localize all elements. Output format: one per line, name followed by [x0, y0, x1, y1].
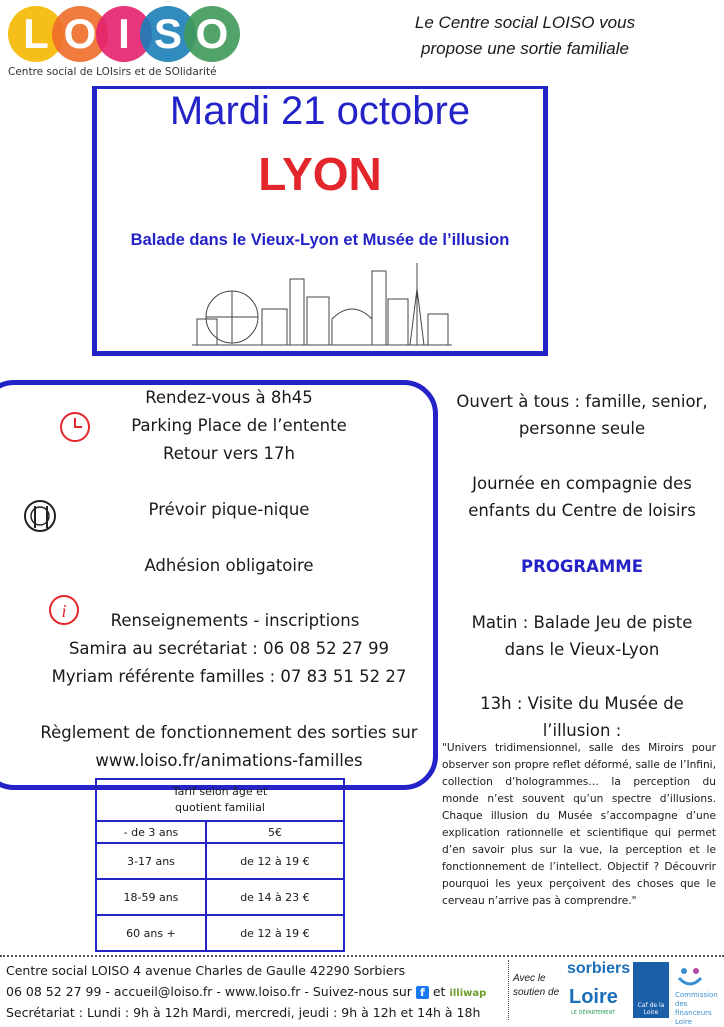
afternoon-program — [440, 690, 724, 744]
audience-line: personne seule — [518, 419, 646, 438]
loire-logo: Loire — [569, 986, 618, 1008]
sorbiers-logo: sorbiers — [567, 960, 631, 977]
contact-families: Myriam référente familles : 07 83 51 52 27 — [51, 667, 407, 686]
day-info — [440, 470, 724, 524]
svg-text:i: i — [61, 601, 67, 621]
afternoon-line: 13h : Visite du Musée de — [480, 694, 684, 713]
caf-logo: Caf de la Loire — [633, 962, 669, 1018]
lyon-skyline-illustration — [192, 259, 452, 349]
day-line: Journée en compagnie des — [472, 474, 692, 493]
footer-hours: Secrétariat : Lundi : 9h à 12h Mardi, mercredi, jeudi : 9h à 12h et 14h à 18h — [6, 1005, 481, 1020]
intro-line: Le Centre social LOISO vous — [414, 13, 636, 32]
membership-note: Adhésion obligatoire — [144, 556, 314, 575]
event-header-box — [92, 86, 548, 356]
age-cell: 18-59 ans — [96, 879, 206, 915]
commission-line: Commission — [675, 991, 718, 999]
age-cell: - de 3 ans — [96, 821, 206, 843]
loire-subtitle: LE DÉPARTEMENT — [571, 1010, 616, 1016]
footer-and: et — [432, 984, 446, 999]
audience — [440, 388, 724, 442]
table-row — [96, 843, 344, 879]
pricing-header — [96, 779, 344, 821]
age-cell: 60 ans + — [96, 915, 206, 951]
audience-line: Ouvert à tous : famille, senior, — [456, 392, 708, 411]
info-title: Renseignements - inscriptions — [110, 611, 360, 630]
contact-secretariat: Samira au secrétariat : 06 08 52 27 99 — [68, 639, 390, 658]
event-date: Mardi 21 octobre — [169, 89, 471, 133]
commission-icon — [675, 966, 705, 988]
morning-line: Matin : Balade Jeu de piste — [471, 613, 693, 632]
support-line: soutien de — [513, 987, 560, 998]
footer-address: Centre social LOISO 4 avenue Charles de Gaulle 42290 Sorbiers — [6, 963, 406, 978]
meeting-time: Rendez-vous à 8h45 — [145, 388, 313, 407]
logo-letter-circle: O — [184, 6, 240, 62]
intro-text — [360, 10, 690, 62]
logo-subtitle: Centre social de LOIsirs et de SOlidarité — [8, 66, 217, 78]
intro-line: propose une sortie familiale — [421, 39, 629, 58]
partners — [508, 960, 724, 1026]
age-cell: 3-17 ans — [96, 843, 206, 879]
morning-line: dans le Vieux-Lyon — [504, 640, 660, 659]
event-subtitle: Balade dans le Vieux-Lyon et Musée de l’illusion — [130, 231, 510, 249]
price-cell: 5€ — [206, 821, 344, 843]
meeting-place: Parking Place de l’entente — [131, 416, 347, 435]
loiso-logo — [8, 6, 258, 80]
price-cell: de 12 à 19 € — [206, 843, 344, 879]
logo-letter-circle: I — [96, 6, 152, 62]
day-line: enfants du Centre de loisirs — [468, 501, 696, 520]
logo-letter-circle: L — [8, 6, 64, 62]
pricing-header-line: Tarif selon âge et — [172, 785, 268, 798]
logo-letter-circle: S — [140, 6, 196, 62]
rules-text: Règlement de fonctionnement des sorties sur — [40, 723, 418, 742]
museum-description: "Univers tridimensionnel, salle des Miroirs pour observer son propre reflet déformé, salle de l’Infini, collection d’hologrammes… la perception du monde n’est souvent qu’un spectre d’illusions. Chaque illusion du Musée s’accompagne d’une explication rationnelle et scientifique qui permet d’en savoir plus sur la vue, la perception et le fonctionnement de l’intellect. Objectif ? Découvrir pourquoi les yeux perçoivent des choses que le cerveau n’arrive pas à comprendre." — [442, 742, 716, 907]
clock-icon — [58, 410, 92, 444]
morning-program — [440, 609, 724, 663]
table-row — [96, 821, 344, 843]
afternoon-line: l’illusion : — [542, 721, 622, 740]
picnic-note: Prévoir pique-nique — [148, 500, 310, 519]
price-cell: de 12 à 19 € — [206, 915, 344, 951]
logo-letter-circle: O — [52, 6, 108, 62]
footer-contact: 06 08 52 27 99 - accueil@loiso.fr - www.loiso.fr - Suivez-nous sur — [6, 984, 412, 999]
event-city: LYON — [258, 148, 382, 200]
rules-link[interactable]: www.loiso.fr/animations-familles — [95, 751, 363, 770]
support-label — [513, 972, 559, 1000]
facebook-icon[interactable]: f — [416, 986, 429, 999]
commission-line: Loire — [675, 1018, 693, 1026]
return-time: Retour vers 17h — [163, 444, 295, 463]
table-row — [96, 915, 344, 951]
illiwap-logo[interactable]: illiwap — [449, 988, 487, 999]
pricing-table — [95, 778, 345, 952]
commission-line: des financeurs — [675, 1000, 712, 1017]
support-line: Avec le — [513, 973, 546, 984]
pricing-header-line: quotient familial — [175, 801, 265, 814]
table-row — [96, 879, 344, 915]
program-title: PROGRAMME — [521, 557, 643, 576]
price-cell: de 14 à 23 € — [206, 879, 344, 915]
commission-logo — [675, 966, 724, 1027]
